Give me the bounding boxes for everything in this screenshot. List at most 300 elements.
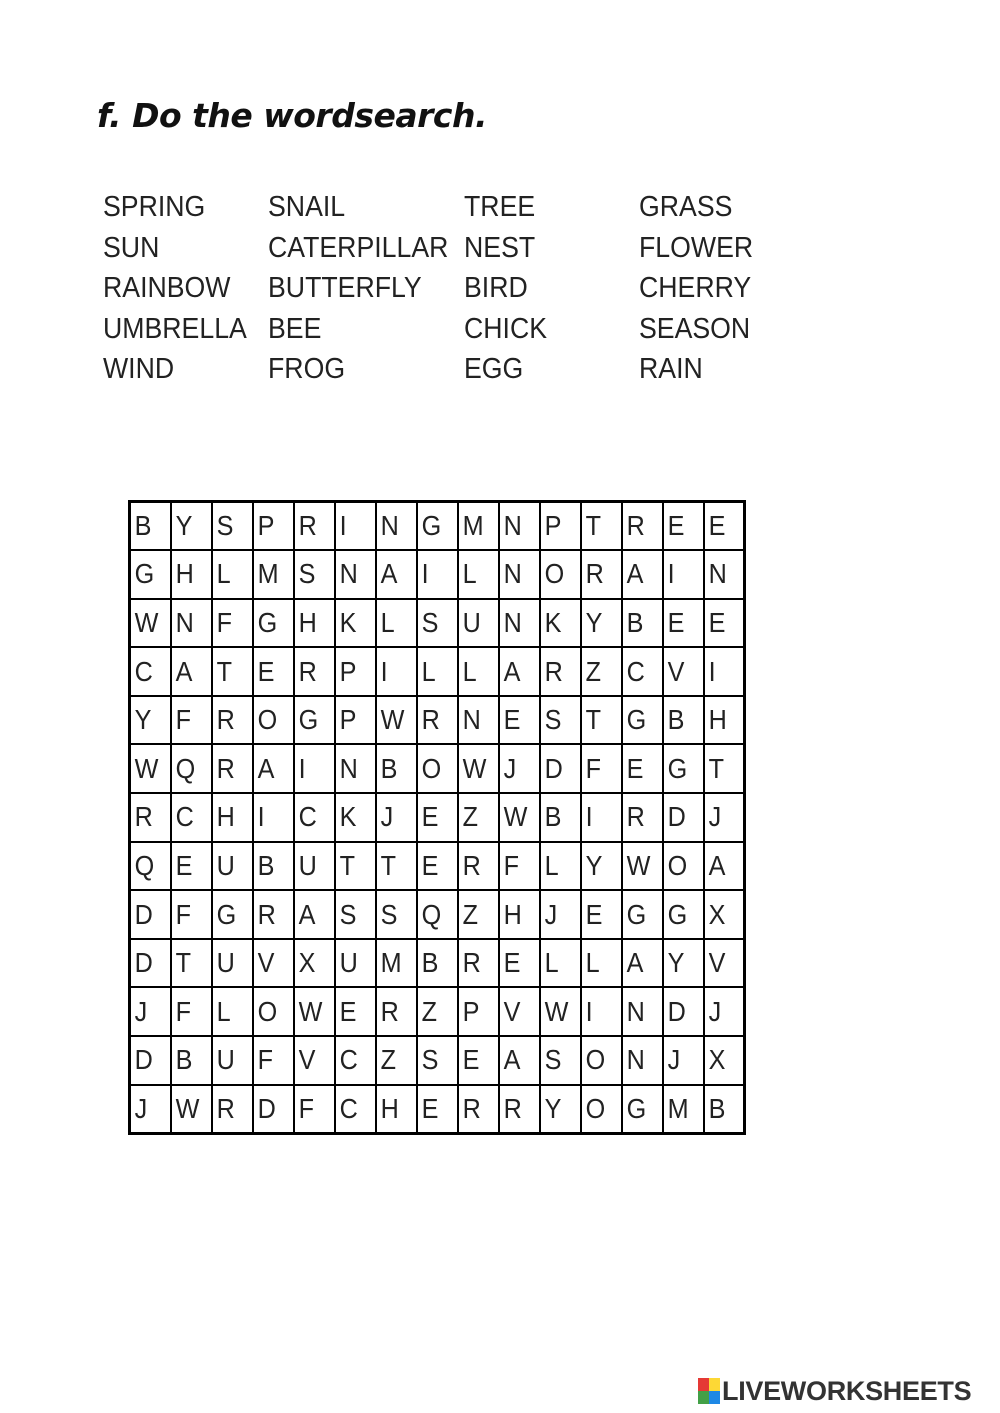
grid-cell[interactable] [704,939,745,988]
grid-cell[interactable] [622,890,663,939]
grid-cell[interactable] [663,599,704,648]
grid-cell[interactable] [622,550,663,599]
grid-letter: G [298,704,318,736]
grid-cell[interactable] [253,890,294,939]
grid-cell[interactable] [417,890,458,939]
grid-cell[interactable] [376,939,417,988]
grid-letter: J [380,801,393,833]
grid-cell[interactable] [253,842,294,891]
grid-letter: E [421,849,438,881]
grid-cell[interactable] [171,1036,212,1085]
grid-letter: J [134,1092,148,1124]
grid-cell[interactable] [499,647,540,696]
grid-cell[interactable] [663,744,704,793]
grid-letter: L [216,558,231,590]
grid-cell[interactable] [376,793,417,842]
grid-letter: N [503,606,522,638]
grid-cell[interactable] [540,502,581,551]
grid-letter: E [503,947,520,979]
grid-cell[interactable] [540,696,581,745]
grid-letter: G [421,510,441,542]
grid-cell[interactable] [335,1036,376,1085]
grid-row [130,890,745,939]
grid-cell[interactable] [458,1085,499,1134]
grid-cell[interactable] [622,599,663,648]
grid-cell[interactable] [704,550,745,599]
grid-cell[interactable] [130,1036,171,1085]
grid-cell[interactable] [335,502,376,551]
grid-row [130,696,745,745]
grid-letter: D [257,1092,276,1124]
grid-letter: E [339,995,356,1027]
grid-cell[interactable] [294,1085,335,1134]
grid-cell[interactable] [540,1036,581,1085]
grid-letter: R [626,510,645,542]
grid-cell[interactable] [499,1085,540,1134]
grid-letter: Z [462,801,478,833]
grid-row [130,599,745,648]
grid-cell[interactable] [335,599,376,648]
grid-letter: I [380,655,388,687]
grid-row [130,793,745,842]
grid-letter: J [708,995,721,1027]
grid-cell[interactable] [499,939,540,988]
grid-letter: N [339,752,358,784]
grid-letter: R [298,655,317,687]
grid-cell[interactable] [581,696,622,745]
grid-letter: N [339,558,358,590]
grid-letter: D [667,801,686,833]
grid-letter: B [257,849,274,881]
grid-cell[interactable] [130,599,171,648]
grid-letter: B [175,1044,192,1076]
grid-cell[interactable] [499,550,540,599]
grid-cell[interactable] [212,939,253,988]
grid-letter: G [626,898,646,930]
grid-cell[interactable] [540,1085,581,1134]
grid-cell[interactable] [253,793,294,842]
grid-cell[interactable] [622,1036,663,1085]
grid-cell[interactable] [540,987,581,1036]
grid-cell[interactable] [663,793,704,842]
grid-letter: O [667,849,687,881]
grid-cell[interactable] [540,599,581,648]
grid-cell[interactable] [417,599,458,648]
grid-cell[interactable] [376,987,417,1036]
grid-letter: C [339,1044,358,1076]
grid-cell[interactable] [704,647,745,696]
grid-cell[interactable] [581,550,622,599]
grid-letter: H [298,606,317,638]
grid-cell[interactable] [294,939,335,988]
grid-cell[interactable] [622,647,663,696]
grid-letter: N [708,558,727,590]
grid-cell[interactable] [622,793,663,842]
grid-cell[interactable] [376,647,417,696]
grid-cell[interactable] [212,842,253,891]
grid-cell[interactable] [130,793,171,842]
grid-row [130,550,745,599]
grid-cell[interactable] [581,1036,622,1085]
grid-cell[interactable] [581,1085,622,1134]
grid-cell[interactable] [499,1036,540,1085]
grid-cell[interactable] [663,696,704,745]
grid-cell[interactable] [335,1085,376,1134]
grid-cell[interactable] [294,987,335,1036]
grid-letter: W [626,849,650,881]
grid-cell[interactable] [540,550,581,599]
grid-cell[interactable] [417,793,458,842]
grid-letter: W [380,704,404,736]
grid-letter: B [626,606,643,638]
grid-cell[interactable] [294,696,335,745]
grid-cell[interactable] [253,696,294,745]
grid-cell[interactable] [499,793,540,842]
word-column [639,187,763,390]
grid-letter: W [134,752,159,784]
grid-cell[interactable] [663,1036,704,1085]
grid-cell[interactable] [212,599,253,648]
grid-letter: F [175,995,191,1027]
grid-cell[interactable] [335,842,376,891]
grid-cell[interactable] [458,744,499,793]
grid-cell[interactable] [663,842,704,891]
grid-letter: V [708,947,725,979]
grid-cell[interactable] [376,1036,417,1085]
grid-cell[interactable] [335,744,376,793]
grid-cell[interactable] [335,890,376,939]
grid-letter: V [298,1044,315,1076]
grid-cell[interactable] [376,550,417,599]
grid-cell[interactable] [171,987,212,1036]
word-column [268,187,464,390]
grid-cell[interactable] [540,647,581,696]
grid-cell[interactable] [458,502,499,551]
grid-cell[interactable] [458,890,499,939]
grid-cell[interactable] [417,550,458,599]
grid-letter: R [216,752,235,784]
grid-cell[interactable] [663,987,704,1036]
grid-cell[interactable] [581,647,622,696]
grid-cell[interactable] [294,793,335,842]
grid-letter: U [462,606,481,638]
grid-letter: M [667,1092,689,1124]
grid-letter: P [544,510,561,542]
grid-letter: E [175,849,192,881]
word-list-item: GRASS [639,191,733,223]
grid-cell[interactable] [704,1036,745,1085]
grid-letter: F [503,849,519,881]
grid-letter: W [544,995,568,1027]
grid-letter: C [626,655,645,687]
grid-letter: S [298,558,315,590]
grid-letter: E [462,1044,479,1076]
grid-cell[interactable] [499,890,540,939]
logo-square [709,1378,720,1391]
grid-letter: L [421,655,436,687]
grid-cell[interactable] [212,1085,253,1134]
grid-letter: M [462,510,484,542]
grid-letter: R [257,898,276,930]
grid-cell[interactable] [458,987,499,1036]
liveworksheets-brand [698,1376,971,1406]
grid-cell[interactable] [581,599,622,648]
grid-cell[interactable] [540,890,581,939]
grid-cell[interactable] [376,599,417,648]
grid-cell[interactable] [499,987,540,1036]
grid-cell[interactable] [294,550,335,599]
logo-square [698,1378,709,1391]
grid-letter: E [626,752,643,784]
grid-cell[interactable] [417,1036,458,1085]
grid-cell[interactable] [540,842,581,891]
grid-cell[interactable] [458,939,499,988]
grid-letter: L [216,995,231,1027]
grid-row [130,987,745,1036]
grid-cell[interactable] [171,939,212,988]
grid-cell[interactable] [253,647,294,696]
grid-letter: Y [134,704,152,736]
grid-cell[interactable] [335,793,376,842]
grid-letter: I [298,752,306,784]
grid-cell[interactable] [130,890,171,939]
liveworksheets-logo-icon [698,1378,720,1404]
grid-cell[interactable] [458,550,499,599]
grid-letter: A [175,655,192,687]
grid-letter: R [462,849,481,881]
grid-cell[interactable] [499,744,540,793]
grid-letter: G [667,898,687,930]
grid-cell[interactable] [335,696,376,745]
grid-cell[interactable] [171,647,212,696]
grid-cell[interactable] [499,502,540,551]
grid-letter: K [339,801,356,833]
grid-cell[interactable] [540,744,581,793]
grid-letter: A [626,947,643,979]
grid-letter: J [667,1044,680,1076]
grid-cell[interactable] [663,502,704,551]
grid-letter: D [134,898,153,930]
grid-cell[interactable] [499,696,540,745]
grid-cell[interactable] [663,890,704,939]
grid-cell[interactable] [458,647,499,696]
grid-cell[interactable] [171,793,212,842]
grid-cell[interactable] [622,842,663,891]
grid-cell[interactable] [212,987,253,1036]
grid-cell[interactable] [704,744,745,793]
grid-letter: R [462,947,481,979]
grid-cell[interactable] [622,939,663,988]
grid-cell[interactable] [130,647,171,696]
grid-cell[interactable] [253,744,294,793]
grid-cell[interactable] [417,744,458,793]
grid-letter: E [421,801,438,833]
grid-cell[interactable] [294,647,335,696]
grid-letter: L [462,558,477,590]
grid-cell[interactable] [376,696,417,745]
grid-letter: O [257,995,277,1027]
grid-cell[interactable] [294,599,335,648]
grid-cell[interactable] [171,1085,212,1134]
grid-cell[interactable] [212,793,253,842]
logo-square [709,1391,720,1404]
grid-cell[interactable] [130,939,171,988]
grid-cell[interactable] [704,1085,745,1134]
grid-cell[interactable] [171,599,212,648]
grid-cell[interactable] [376,502,417,551]
grid-cell[interactable] [253,939,294,988]
grid-cell[interactable] [622,744,663,793]
grid-cell[interactable] [663,550,704,599]
grid-cell[interactable] [663,939,704,988]
grid-cell[interactable] [294,1036,335,1085]
grid-cell[interactable] [417,1085,458,1134]
grid-cell[interactable] [335,987,376,1036]
grid-letter: I [708,655,716,687]
grid-cell[interactable] [171,696,212,745]
grid-cell[interactable] [376,744,417,793]
grid-cell[interactable] [253,550,294,599]
grid-cell[interactable] [417,987,458,1036]
grid-letter: Q [175,752,195,784]
grid-cell[interactable] [622,1085,663,1134]
grid-letter: H [175,558,194,590]
grid-cell[interactable] [704,842,745,891]
grid-cell[interactable] [212,1036,253,1085]
grid-cell[interactable] [130,842,171,891]
grid-letter: I [585,801,593,833]
grid-letter: P [339,655,356,687]
grid-cell[interactable] [294,842,335,891]
grid-cell[interactable] [130,987,171,1036]
wordsearch-grid[interactable] [128,500,746,1135]
grid-cell[interactable] [622,502,663,551]
grid-letter: F [216,606,232,638]
grid-cell[interactable] [581,939,622,988]
grid-cell[interactable] [130,1085,171,1134]
grid-cell[interactable] [335,647,376,696]
grid-cell[interactable] [704,696,745,745]
grid-cell[interactable] [130,696,171,745]
grid-cell[interactable] [130,502,171,551]
grid-cell[interactable] [704,793,745,842]
grid-letter: F [585,752,601,784]
grid-cell[interactable] [253,1036,294,1085]
grid-letter: N [626,995,645,1027]
word-list-item: SEASON [639,312,751,345]
grid-cell[interactable] [417,502,458,551]
grid-letter: I [667,558,675,590]
grid-cell[interactable] [212,550,253,599]
grid-cell[interactable] [253,987,294,1036]
grid-letter: H [503,898,522,930]
grid-cell[interactable] [417,696,458,745]
grid-cell[interactable] [171,550,212,599]
grid-cell[interactable] [376,1085,417,1134]
grid-cell[interactable] [704,502,745,551]
grid-cell[interactable] [622,696,663,745]
grid-cell[interactable] [130,744,171,793]
word-list-item: BUTTERFLY [268,272,422,304]
grid-cell[interactable] [417,842,458,891]
grid-cell[interactable] [540,939,581,988]
grid-cell[interactable] [499,599,540,648]
grid-cell[interactable] [212,890,253,939]
grid-cell[interactable] [294,890,335,939]
grid-cell[interactable] [130,550,171,599]
grid-cell[interactable] [417,939,458,988]
grid-letter: R [462,1092,481,1124]
grid-cell[interactable] [253,502,294,551]
grid-cell[interactable] [581,987,622,1036]
grid-cell[interactable] [581,842,622,891]
grid-cell[interactable] [458,793,499,842]
word-list-item: BEE [268,312,322,345]
grid-cell[interactable] [212,696,253,745]
grid-cell[interactable] [171,890,212,939]
grid-cell[interactable] [704,599,745,648]
grid-letter: R [421,704,440,736]
grid-cell[interactable] [294,744,335,793]
grid-cell[interactable] [212,647,253,696]
grid-cell[interactable] [458,696,499,745]
grid-cell[interactable] [376,890,417,939]
grid-cell[interactable] [376,842,417,891]
grid-cell[interactable] [458,599,499,648]
grid-cell[interactable] [581,890,622,939]
grid-letter: S [380,898,397,930]
grid-cell[interactable] [581,744,622,793]
grid-cell[interactable] [540,793,581,842]
grid-cell[interactable] [581,502,622,551]
grid-letter: G [216,898,236,930]
grid-cell[interactable] [499,842,540,891]
word-list-item: CHICK [464,312,548,345]
grid-cell[interactable] [212,744,253,793]
grid-letter: R [134,801,153,833]
grid-letter: R [503,1092,522,1124]
grid-cell[interactable] [458,1036,499,1085]
grid-row [130,1085,745,1134]
grid-cell[interactable] [171,842,212,891]
grid-cell[interactable] [171,744,212,793]
grid-letter: T [216,655,232,687]
grid-cell[interactable] [663,1085,704,1134]
grid-cell[interactable] [622,987,663,1036]
grid-cell[interactable] [171,502,212,551]
grid-cell[interactable] [335,550,376,599]
grid-cell[interactable] [458,842,499,891]
grid-cell[interactable] [417,647,458,696]
grid-letter: E [708,510,725,542]
grid-letter: L [462,655,477,687]
grid-letter: Q [421,898,441,930]
word-column [464,187,554,390]
grid-cell[interactable] [335,939,376,988]
grid-cell[interactable] [704,987,745,1036]
grid-cell[interactable] [253,599,294,648]
grid-cell[interactable] [253,1085,294,1134]
grid-letter: X [708,1044,725,1076]
grid-letter: S [544,704,561,736]
grid-cell[interactable] [294,502,335,551]
grid-cell[interactable] [704,890,745,939]
grid-cell[interactable] [212,502,253,551]
grid-cell[interactable] [581,793,622,842]
grid-letter: G [667,752,687,784]
grid-row [130,744,745,793]
grid-cell[interactable] [663,647,704,696]
